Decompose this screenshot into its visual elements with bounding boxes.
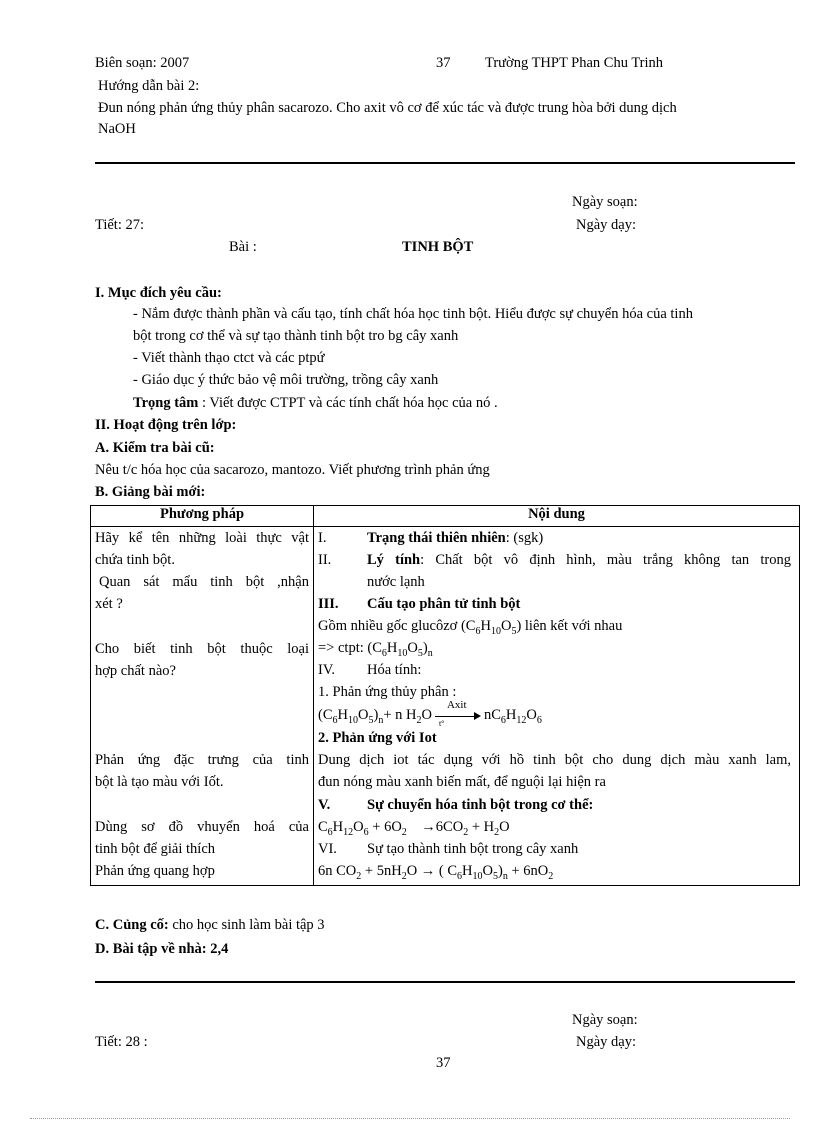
photosynthesis-equation: 6n $CO_2 + 5nH_2O$ → ( $C_6H_{10}O_5)_n + 6nO_2$	[318, 863, 554, 882]
iodine-reaction-heading: 2. Phản ứng với Iot	[318, 730, 437, 746]
objective-line-3: - Viết thành thạo ctct và các ptpứ	[133, 350, 325, 366]
section-a-text: Nêu t/c hóa học của sacarozo, mantozo. Viết phương trình phản ứng	[95, 462, 490, 478]
physical-property-text: : Chất bột vô định hình, màu trắng không tan trong	[420, 552, 791, 568]
metabolism-equation: $C_6H_{12}O_6 + 6O_2$ $\to 6CO_2 + H_2O$	[318, 819, 510, 838]
equation-part: O → ( C	[406, 863, 458, 879]
section-a-heading: A. Kiểm tra bài cũ:	[95, 440, 215, 456]
content-line: Gồm nhiều gốc glucôzơ $(C_6H_{10}O_5)$ liên kết với nhau	[318, 618, 623, 637]
method-line: Quan sát mẩu tinh bột ,nhận	[99, 574, 309, 590]
section-c-text: cho học sinh làm bài tập 3	[172, 917, 325, 933]
ngay-soan-label: Ngày soạn:	[572, 194, 638, 210]
ngay-day-label: Ngày dạy:	[576, 217, 636, 233]
divider-top	[95, 162, 795, 164]
equation-product: nC	[483, 707, 501, 723]
method-line: Phản ứng đặc trưng của tinh	[95, 752, 309, 768]
arrow-condition: t°	[438, 718, 445, 728]
header-author-year: Biên soạn: 2007	[95, 55, 190, 71]
objective-line-2: bột trong cơ thể và sự tạo thành tinh bột tro bg cây xanh	[133, 328, 459, 344]
chemical-property-heading: Hóa tính:	[367, 662, 422, 678]
ngay-day-label-28: Ngày dạy:	[576, 1034, 636, 1050]
method-line: tinh bột để giải thích	[95, 841, 216, 857]
equation-part: + 6O	[368, 819, 402, 835]
equation-part: + 5nH	[361, 863, 402, 879]
method-cell	[91, 527, 314, 886]
content-item-number: VI.	[318, 841, 337, 857]
method-line: Hãy kể tên những loài thực vật	[95, 530, 309, 546]
equation-part: →6CO	[421, 819, 464, 835]
objective-line-4: - Giáo dục ý thức bảo vệ môi trường, trồng cây xanh	[133, 372, 439, 388]
content-line: đun nóng màu xanh biến mất, để nguội lại hiện ra	[318, 774, 606, 790]
method-line: Phản ứng quang hợp	[95, 863, 215, 879]
ngay-soan-label-28: Ngày soạn:	[572, 1012, 638, 1028]
lesson-title: TINH BỘT	[402, 239, 474, 255]
method-line: hợp chất nào?	[95, 663, 176, 679]
section-b-heading: B. Giảng bài mới:	[95, 484, 206, 500]
equation-part: C	[318, 819, 328, 835]
metabolism-heading: Sự chuyển hóa tinh bột trong cơ thể:	[367, 797, 594, 813]
natural-state-text: : (sgk)	[505, 530, 544, 546]
tiet-28-label: Tiết: 28 :	[95, 1034, 148, 1050]
objective-line-1: - Nắm được thành phần và cấu tạo, tính chất hóa học tinh bột. Hiểu được sự chuyển hóa của tinh	[133, 306, 693, 322]
content-item-number: I.	[318, 530, 327, 546]
content-cell	[314, 527, 800, 886]
content-item-number: III.	[318, 596, 339, 612]
trong-tam-label: Trọng tâm	[133, 395, 199, 411]
photosynthesis-heading: Sự tạo thành tinh bột trong cây xanh	[367, 841, 579, 857]
footer-page-number: 37	[436, 1055, 451, 1071]
equation-part: 6n CO	[318, 863, 357, 879]
content-line: nước lạnh	[367, 574, 425, 590]
trong-tam-text: : Viết được CTPT và các tính chất hóa học của nó .	[202, 395, 498, 411]
content-line: Dung dịch iot tác dụng với hồ tinh bột cho dung dịch màu xanh lam,	[318, 752, 791, 768]
physical-property-heading: Lý tính	[367, 552, 421, 568]
equation-part: + 6nO	[507, 863, 549, 879]
page-edge-divider	[30, 1118, 790, 1119]
content-line	[367, 530, 543, 547]
lesson-table	[90, 505, 800, 886]
section-2-heading: II. Hoạt động trên lớp:	[95, 417, 237, 433]
method-line: xét ?	[95, 596, 123, 612]
method-line: Cho biết tinh bột thuộc loại	[95, 641, 309, 657]
section-c-heading: C. Củng cố:	[95, 917, 169, 933]
divider-bottom	[95, 981, 795, 983]
section-c-line	[95, 917, 325, 934]
method-line: chứa tinh bột.	[95, 552, 175, 568]
equation-part: + n H	[383, 707, 417, 723]
section-d-heading: D. Bài tập về nhà: 2,4	[95, 941, 229, 957]
section-1-heading: I. Mục đích yêu cầu:	[95, 285, 222, 301]
reaction-arrow	[435, 698, 481, 728]
hydrolysis-equation: $(C_6H_{10}O_5)_n+ n$ $H_2O$ Axit t° $nC_6H_{12}O_6$	[318, 698, 542, 728]
structure-heading: Cấu tạo phân tử tinh bột	[367, 596, 521, 612]
arrow-catalyst: Axit	[446, 698, 467, 711]
column-header-content: Nội dung	[314, 506, 800, 527]
content-line	[367, 552, 791, 569]
structure-text: Gồm nhiều gốc glucôzơ (C	[318, 618, 476, 634]
natural-state-heading: Trạng thái thiên nhiên	[367, 530, 506, 546]
bai-label: Bài :	[229, 239, 257, 255]
structure-text-tail: ) liên kết với nhau	[516, 618, 623, 634]
method-line: Dùng sơ đồ vhuyển hoá của	[95, 819, 309, 835]
hydrolysis-heading: 1. Phản ứng thủy phân :	[318, 684, 457, 700]
content-item-number: IV.	[318, 662, 336, 678]
header-school-name: Trường THPT Phan Chu Trinh	[485, 55, 664, 71]
method-line: bột là tạo màu với Iốt.	[95, 774, 224, 790]
guide-text-line2: NaOH	[98, 121, 136, 137]
content-line: => ctpt: $(C_6H_{10}O_5)_n$	[318, 640, 433, 659]
trong-tam-line	[133, 395, 498, 412]
tiet-27-label: Tiết: 27:	[95, 217, 145, 233]
formula-text: => ctpt: (C	[318, 640, 382, 656]
guide-title: Hướng dẫn bài 2:	[98, 78, 200, 94]
column-header-method: Phương pháp	[91, 506, 314, 527]
guide-text-line1: Đun nóng phản ứng thủy phân sacarozo. Cho axit vô cơ để xúc tác và được trung hòa bởi dung dịch	[98, 100, 677, 116]
equation-part: + H	[468, 819, 495, 835]
content-item-number: V.	[318, 797, 331, 813]
content-item-number: II.	[318, 552, 332, 568]
header-page-number: 37	[436, 55, 451, 71]
